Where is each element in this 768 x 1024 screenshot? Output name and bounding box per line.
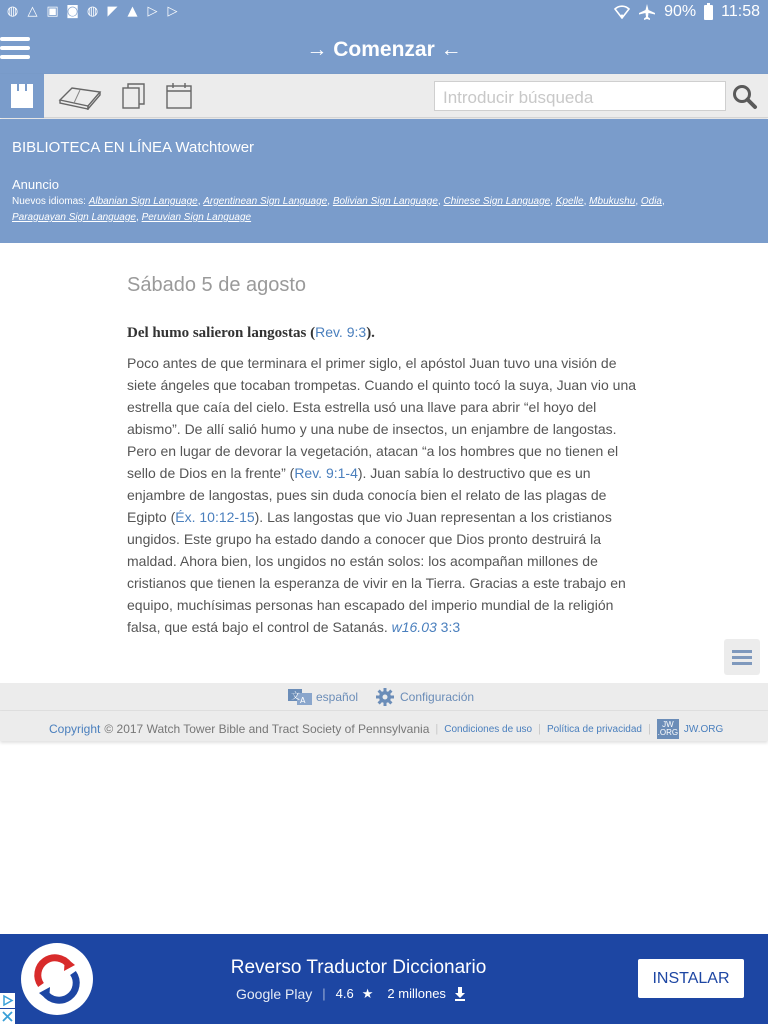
- flipboard-icon: ◤: [107, 4, 118, 19]
- divider: |: [435, 723, 439, 735]
- language-link[interactable]: Peruvian Sign Language: [141, 212, 252, 223]
- watchtower-icon: [9, 84, 35, 108]
- globe-icon: ◍: [6, 4, 19, 19]
- jw-org-logo[interactable]: JW .ORG: [657, 720, 679, 737]
- play-store-icon: ▷: [167, 4, 178, 19]
- play-store-icon: ▷: [147, 4, 158, 19]
- privacy-link[interactable]: Política de privacidad: [546, 723, 642, 735]
- divider: |: [538, 723, 541, 735]
- language-link[interactable]: Chinese Sign Language: [443, 196, 551, 207]
- ad-banner[interactable]: [0, 934, 768, 1024]
- language-link[interactable]: Paraguayan Sign Language: [12, 212, 136, 223]
- app-header: [0, 0, 768, 74]
- language-link[interactable]: Bolivian Sign Language: [332, 196, 438, 207]
- body-text: Poco antes de que terminara el primer siglo, el apóstol Juan tuvo una visión de siete ángeles que tocaban trompetas. Cuando el quinto tocó la suya, Juan vio una estrella que caía del cielo. Esta estrella usó una llave para abrir “el hoyo del abismo”. De allí salió humo y una nube de insectos, un enjambre de langostas. Pero en lugar de devorar la vegetación, atacan “a los hombres que no tienen el sello de Dios en la frente” (: [127, 355, 637, 481]
- page-title: → Comenzar ←: [306, 38, 462, 61]
- settings-button[interactable]: [376, 688, 474, 706]
- theme-scripture: [127, 322, 647, 343]
- theme-end: ).: [366, 325, 375, 341]
- install-button[interactable]: INSTALAR: [638, 959, 744, 998]
- language-selector[interactable]: [288, 688, 358, 706]
- jw-org-link[interactable]: JW.ORG: [683, 723, 724, 735]
- publications-icon[interactable]: [121, 82, 147, 110]
- settings-label: Configuración: [400, 690, 475, 704]
- home-button[interactable]: [0, 74, 44, 118]
- adchoices-icon[interactable]: [0, 993, 15, 1008]
- language-icon: [288, 689, 312, 705]
- reverso-app-icon: [21, 943, 93, 1015]
- ad-title[interactable]: Reverso Traductor Diccionario: [230, 957, 487, 978]
- divider: |: [648, 723, 651, 735]
- library-title[interactable]: BIBLIOTECA EN LÍNEA Watchtower: [12, 139, 255, 156]
- wifi-icon: [614, 5, 630, 19]
- status-bar: [0, 0, 768, 26]
- announcement-label: Anuncio: [12, 177, 59, 192]
- scripture-link[interactable]: Rev. 9:1-4: [294, 465, 358, 481]
- copyright-text: © 2017 Watch Tower Bible and Tract Society of Pennsylvania: [104, 722, 430, 736]
- reverso-logo[interactable]: [21, 943, 93, 1015]
- gear-icon: [376, 688, 394, 706]
- copyright-link[interactable]: Copyright: [49, 722, 101, 736]
- daily-text-body: [127, 352, 639, 638]
- footer-language-bar: [0, 683, 768, 711]
- image-icon: ▣: [46, 4, 59, 19]
- new-languages: Nuevos idiomas: Albanian Sign Language, Argentinean Sign Language, Bolivian Sign Language, Chinese Sign Language, Kpelle, Mbukushu, Odia, Paraguayan Sign Language, Peruvian Sign Language: [12, 196, 665, 223]
- content-menu-button[interactable]: [724, 639, 760, 675]
- ad-meta: [236, 985, 466, 1003]
- language-link[interactable]: Argentinean Sign Language: [203, 196, 328, 207]
- search-button[interactable]: [730, 82, 762, 112]
- toolbar: [0, 74, 768, 118]
- close-ad-icon[interactable]: [0, 1009, 15, 1024]
- terms-link[interactable]: Condiciones de uso: [444, 723, 533, 735]
- language-link[interactable]: Odia: [640, 196, 662, 207]
- daily-text-date: Sábado 5 de agosto: [127, 274, 307, 296]
- scripture-link[interactable]: Éx. 10:12-15: [175, 509, 255, 525]
- library-banner: [0, 119, 768, 243]
- star-icon: ★: [361, 986, 374, 1001]
- svg-text:文: 文: [291, 692, 301, 702]
- scripture-link[interactable]: Rev. 9:3: [315, 324, 367, 340]
- airplane-icon: [638, 4, 656, 20]
- recycle-icon: △: [27, 4, 38, 19]
- warning-icon: ▲: [127, 4, 138, 19]
- new-languages-label: Nuevos idiomas:: [12, 196, 86, 207]
- download-icon: [454, 987, 466, 1001]
- ad-rating: 4.6: [335, 986, 354, 1001]
- bible-icon[interactable]: [58, 82, 104, 110]
- camera-icon: ◙: [66, 4, 79, 19]
- theme-text: Del humo salieron langostas (: [127, 325, 316, 341]
- clock: 11:58: [721, 3, 760, 20]
- google-play-label: Google Play: [236, 986, 313, 1002]
- language-link[interactable]: Albanian Sign Language: [88, 196, 198, 207]
- notification-icons: [6, 4, 179, 20]
- source-paragraph-link[interactable]: 3:3: [440, 619, 461, 635]
- svg-text:A: A: [300, 696, 306, 705]
- source-publication-link[interactable]: w16.03: [391, 619, 437, 635]
- search-input[interactable]: [434, 81, 726, 111]
- ad-downloads: 2 millones: [387, 986, 446, 1001]
- language-link[interactable]: Mbukushu: [589, 196, 636, 207]
- language-link[interactable]: Kpelle: [555, 196, 584, 207]
- battery-icon: [704, 5, 713, 20]
- calendar-icon[interactable]: [165, 82, 193, 110]
- footer-copyright-bar: [0, 711, 768, 741]
- body-text: ). Las langostas que vio Juan representan a los cristianos ungidos. Este grupo ha estado dando a conocer que Dios pronto destruirá la maldad. Ahora bien, los ungidos no están solos: los acompañan millones de cristianos que tienen la esperanza de vivir en la Tierra. Gracias a este trabajo en equipo, muchísimas personas han escapado del imperio mundial de la religión falsa, que está bajo el control de Satanás.: [127, 509, 626, 635]
- divider: |: [322, 986, 326, 1001]
- language-label: español: [316, 690, 359, 704]
- search-icon: [730, 82, 760, 112]
- system-status: [614, 3, 760, 21]
- battery-level: 90%: [664, 3, 697, 20]
- globe-icon: ◍: [86, 4, 99, 19]
- body-text: ). Juan sabía lo destructivo que es un enjambre de langostas, pues sin duda conocía bien el relato de las plagas de Egipto (: [127, 465, 607, 525]
